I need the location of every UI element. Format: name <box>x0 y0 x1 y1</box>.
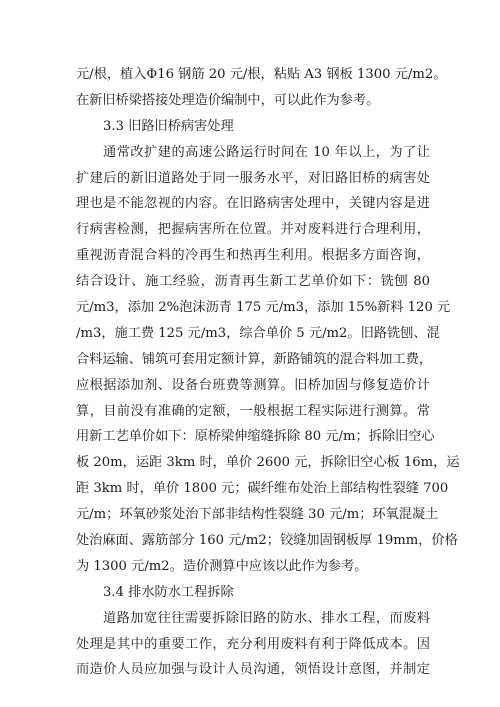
text-line: 重视沥青混合料的冷再生和热再生利用。根据多方面咨询， <box>76 248 430 264</box>
section-heading: 3.3 旧路旧桥病害处理 <box>103 118 234 134</box>
text-line: 扩建后的新旧道路处于同一服务水平，对旧路旧桥的病害处 <box>76 170 430 186</box>
text-line: 用新工艺单价如下：原桥梁伸缩缝拆除 80 元/m；拆除旧空心 <box>76 429 435 445</box>
text-line: 结合设计、施工经验，沥青再生新工艺单价如下：铣刨 80 <box>76 274 430 290</box>
text-line: 在新旧桥梁搭接处理造价编制中，可以此作为参考。 <box>76 92 380 108</box>
text-line: 元/m3，添加 2%泡沫沥青 175 元/m3，添加 15%新料 120 元 <box>76 300 451 316</box>
text-line: 为 1300 元/m2。造价测算中应该以此作为参考。 <box>76 558 368 574</box>
text-line: 通常改扩建的高速公路运行时间在 10 年以上，为了让 <box>103 144 430 160</box>
text-line: 理也是不能忽视的内容。在旧路病害处理中，关键内容是进 <box>76 196 430 212</box>
text-line: 行病害检测，把握病害所在位置。并对废料进行合理利用， <box>76 222 430 238</box>
text-line: 元/根，植入Φ16 钢筋 20 元/根，粘贴 A3 钢板 1300 元/m2。 <box>76 67 447 82</box>
text-line: 算，目前没有准确的定额，一般根据工程实际进行测算。常 <box>76 403 430 419</box>
text-line: /m3，施工费 125 元/m3，综合单价 5 元/m2。旧路铣刨、混 <box>76 325 440 341</box>
text-line: 处治麻面、露筋部分 160 元/m2；铰缝加固钢板厚 19mm，价格 <box>76 533 458 549</box>
text-line: 应根据添加剂、设备台班费等测算。旧桥加固与修复造价计 <box>76 377 430 393</box>
text-line: 而造价人员应加强与设计人员沟通，领悟设计意图，并制定 <box>76 662 430 678</box>
text-line: 道路加宽往往需要拆除旧路的防水、排水工程，而废料 <box>103 610 430 626</box>
text-line: 处理是其中的重要工作，充分利用废料有利于降低成本。因 <box>76 636 430 652</box>
text-line: 距 3km 时，单价 1800 元；碳纤维布处治上部结构性裂缝 700 <box>76 481 449 497</box>
document-body <box>76 62 460 683</box>
text-line: 元/m；环氧砂浆处治下部非结构性裂缝 30 元/m；环氧混凝土 <box>76 507 439 523</box>
text-line: 板 20m，运距 3km 时，单价 2600 元，拆除旧空心板 16m，运 <box>76 455 460 471</box>
section-heading: 3.4 排水防水工程拆除 <box>103 584 234 600</box>
text-line: 合料运输、铺筑可套用定额计算，新路铺筑的混合料加工费， <box>76 351 433 367</box>
